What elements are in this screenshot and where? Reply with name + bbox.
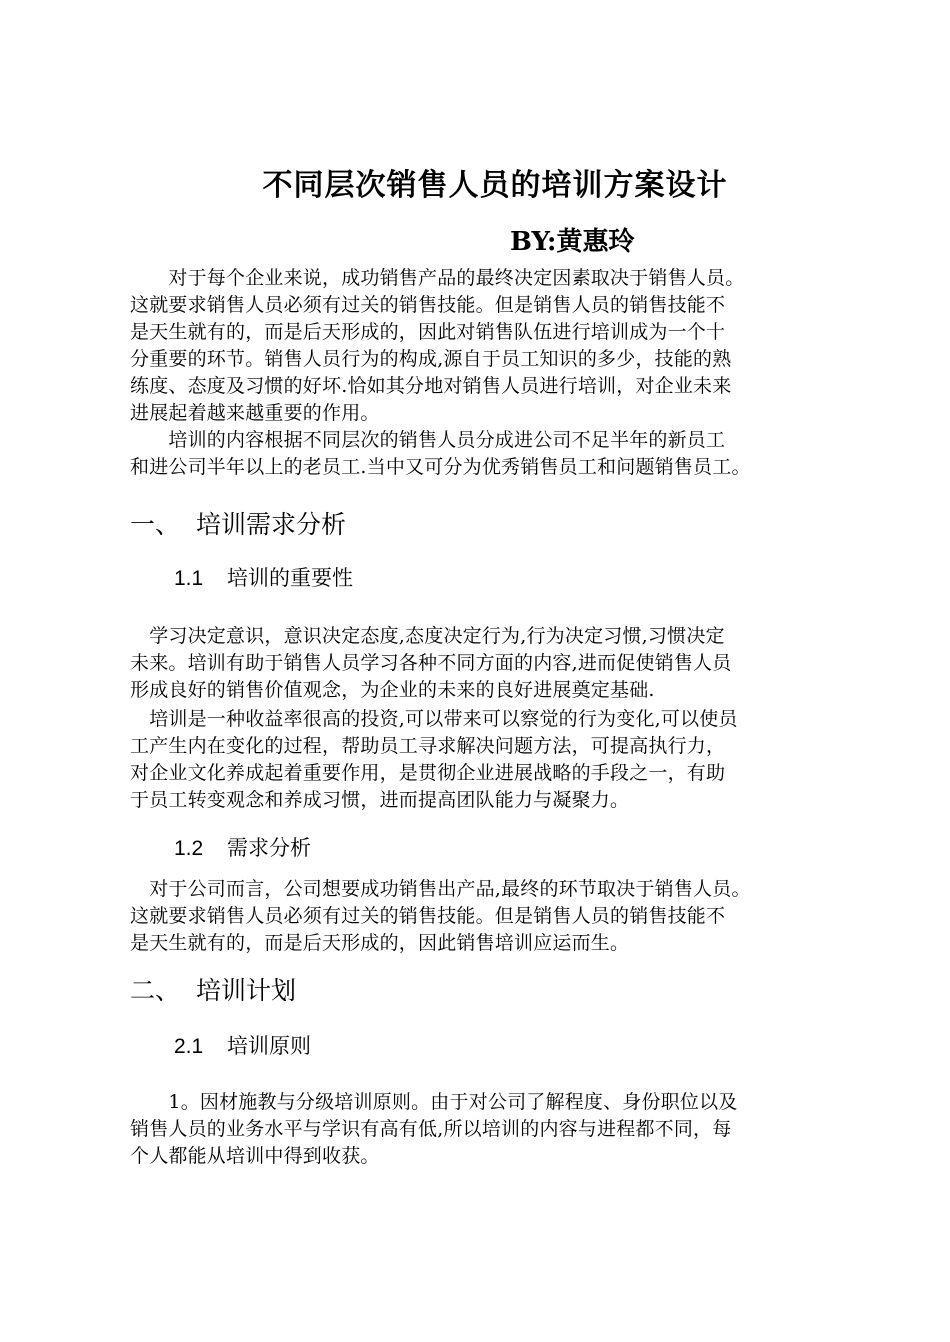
paragraph-line: 是天生就有的，而是后天形成的，因此销售培训应运而生。 xyxy=(130,932,630,954)
intro-paragraph-2 xyxy=(130,427,830,481)
subsection-heading-1-1 xyxy=(174,563,353,594)
paragraph-line: 是天生就有的，而是后天形成的，因此对销售队伍进行培训成为一个十 xyxy=(130,321,726,343)
document-author: BY:黄惠玲 xyxy=(510,227,635,257)
section-heading-2 xyxy=(130,974,296,1008)
paragraph-line: 这就要求销售人员必须有过关的销售技能。但是销售人员的销售技能不 xyxy=(130,294,726,316)
subsection-number: 1.1 xyxy=(174,567,204,590)
paragraph-line: 学习决定意识，意识决定态度,态度决定行为,行为决定习惯,习惯决定 xyxy=(130,625,725,647)
section-title: 培训计划 xyxy=(196,976,297,1005)
paragraph-line: 对于公司而言，公司想要成功销售出产品,最终的环节取决于销售人员。 xyxy=(130,878,751,900)
paragraph-line: 和进公司半年以上的老员工.当中又可分为优秀销售员工和问题销售员工。 xyxy=(130,456,751,478)
paragraph-line: 这就要求销售人员必须有过关的销售技能。但是销售人员的销售技能不 xyxy=(130,905,726,927)
paragraph-line: 1。因材施教与分级培训原则。由于对公司了解程度、身份职位以及 xyxy=(130,1091,738,1113)
subsection-heading-2-1 xyxy=(174,1031,311,1062)
subsection-number: 2.1 xyxy=(174,1035,204,1058)
paragraph-line: 分重要的环节。销售人员行为的构成,源自于员工知识的多少，技能的熟 xyxy=(130,348,732,370)
paragraph-line: 练度、态度及习惯的好坏.恰如其分地对销售人员进行培训，对企业未来 xyxy=(130,375,732,397)
section-title: 培训需求分析 xyxy=(196,510,347,539)
subsection-title: 培训的重要性 xyxy=(227,566,353,590)
section-1-2-paragraph-1 xyxy=(130,876,830,957)
intro-paragraph-1 xyxy=(130,265,830,427)
section-2-1-paragraph-1 xyxy=(130,1089,830,1170)
paragraph-line: 培训是一种收益率很高的投资,可以带来可以察觉的行为变化,可以使员 xyxy=(130,708,738,730)
section-1-1-paragraph-2 xyxy=(130,706,830,814)
paragraph-line: 培训的内容根据不同层次的销售人员分成进公司不足半年的新员工 xyxy=(130,429,726,451)
section-1-1-paragraph-1 xyxy=(130,623,830,704)
paragraph-line: 对企业文化养成起着重要作用，是贯彻企业进展战略的手段之一，有助 xyxy=(130,762,726,784)
subsection-title: 培训原则 xyxy=(227,1034,311,1058)
document-title: 不同层次销售人员的培训方案设计 xyxy=(262,168,728,203)
paragraph-line: 形成良好的销售价值观念，为企业的未来的良好进展奠定基础. xyxy=(130,679,655,701)
paragraph-line: 销售人员的业务水平与学识有高有低,所以培训的内容与进程都不同，每 xyxy=(130,1118,732,1140)
subsection-title: 需求分析 xyxy=(227,836,311,860)
paragraph-line: 工产生内在变化的过程，帮助员工寻求解决问题方法，可提高执行力， xyxy=(130,735,726,757)
section-number: 二、 xyxy=(130,976,181,1005)
paragraph-line: 于员工转变观念和养成习惯，进而提高团队能力与凝聚力。 xyxy=(130,789,630,811)
subsection-number: 1.2 xyxy=(174,837,204,860)
section-number: 一、 xyxy=(130,510,181,539)
subsection-heading-1-2 xyxy=(174,833,311,864)
paragraph-line: 未来。培训有助于销售人员学习各种不同方面的内容,进而促使销售人员 xyxy=(130,652,732,674)
paragraph-line: 个人都能从培训中得到收获。 xyxy=(130,1145,380,1167)
paragraph-line: 对于每个企业来说，成功销售产品的最终决定因素取决于销售人员。 xyxy=(130,267,745,289)
section-heading-1 xyxy=(130,508,346,542)
paragraph-line: 进展起着越来越重要的作用。 xyxy=(130,402,380,424)
